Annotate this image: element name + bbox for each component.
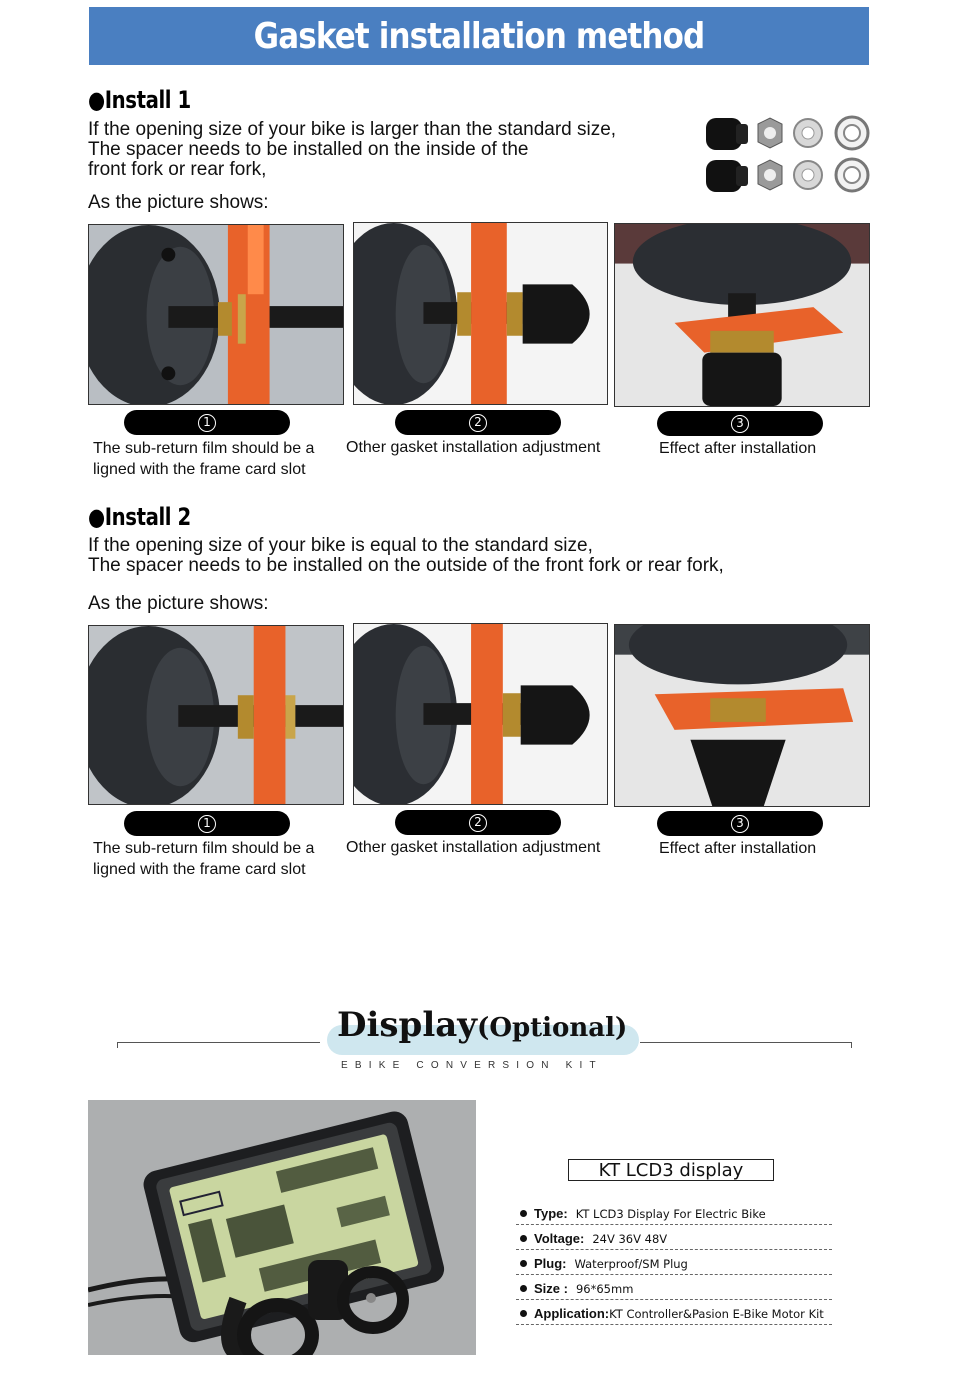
install-2-photo-1 xyxy=(88,625,344,805)
install-2-step-2-pill xyxy=(395,810,561,835)
spec-value: KT LCD3 Display For Electric Bike xyxy=(575,1207,766,1221)
install-1-shows-label: As the picture shows: xyxy=(88,192,269,213)
spec-value: 24V 36V 48V xyxy=(592,1232,668,1246)
spec-value: KT Controller&Pasion E-Bike Motor Kit xyxy=(609,1307,824,1321)
spec-key: Voltage: xyxy=(534,1231,585,1246)
spec-list xyxy=(516,1200,832,1325)
lcd-display-photo xyxy=(88,1100,476,1355)
install-1-step-1-pill xyxy=(124,410,290,435)
install-2-step-2-caption: Other gasket installation adjustment xyxy=(346,839,601,856)
washer-row-top xyxy=(706,117,868,150)
step-number: 2 xyxy=(469,414,487,432)
product-name-box: KT LCD3 display xyxy=(568,1159,774,1181)
install-1-heading: ●Install 1 xyxy=(88,86,191,114)
spec-value: Waterproof/SM Plug xyxy=(574,1257,688,1271)
bullet-icon xyxy=(520,1260,527,1267)
install-2-shows-label: As the picture shows: xyxy=(88,593,269,614)
spec-key: Type: xyxy=(534,1206,568,1221)
install-2-heading: ●Install 2 xyxy=(88,503,191,531)
banner-title: Gasket installation method xyxy=(253,15,705,57)
header-rule-left xyxy=(117,1042,320,1048)
display-section-header xyxy=(115,1005,852,1075)
spec-key: Size : xyxy=(534,1281,568,1296)
install-2-photo-2 xyxy=(353,623,608,805)
install-1-step-1-caption: The sub-return film should be a ligned with the frame card slot xyxy=(93,440,315,478)
spec-key: Application: xyxy=(534,1306,610,1321)
spec-value: 96*65mm xyxy=(575,1282,634,1296)
install-2-photo-3 xyxy=(614,624,870,807)
install-2-description: If the opening size of your bike is equal to the standard size, The spacer needs to be installed on the outside of the front fork or rear fork, xyxy=(88,535,724,576)
bullet-icon xyxy=(520,1310,527,1317)
display-subtitle: EBIKE CONVERSION KIT xyxy=(341,1060,603,1071)
bullet-icon xyxy=(520,1210,527,1217)
display-title-main: Display xyxy=(337,1005,478,1045)
install-2-step-3-caption: Effect after installation xyxy=(659,840,817,857)
install-1-photo-1 xyxy=(88,224,344,405)
install-1-step-2-pill xyxy=(395,410,561,435)
spec-row-plug xyxy=(516,1250,832,1275)
display-title-suffix: (Optional) xyxy=(477,1013,628,1043)
header-rule-right xyxy=(640,1042,852,1048)
install-1-step-3-caption: Effect after installation xyxy=(659,440,817,457)
install-1-description: If the opening size of your bike is larger than the standard size, The spacer needs to be installed on the inside of the front fork or rear fork, xyxy=(88,119,617,180)
spec-row-size xyxy=(516,1275,832,1300)
step-number: 1 xyxy=(198,414,216,432)
install-2-step-1-caption: The sub-return film should be a ligned with the frame card slot xyxy=(93,840,315,878)
display-title xyxy=(337,1005,627,1045)
step-number: 1 xyxy=(198,815,216,833)
install-1-step-3-pill xyxy=(657,411,823,436)
bullet-icon xyxy=(520,1285,527,1292)
step-number: 3 xyxy=(731,415,749,433)
spec-row-type xyxy=(516,1200,832,1225)
section-banner xyxy=(89,7,869,65)
install-1-step-2-caption: Other gasket installation adjustment xyxy=(346,439,601,456)
step-number: 3 xyxy=(731,815,749,833)
install-2-step-3-pill xyxy=(657,811,823,836)
install-1-photo-3 xyxy=(614,223,870,407)
step-number: 2 xyxy=(469,814,487,832)
spec-key: Plug: xyxy=(534,1256,567,1271)
bullet-icon xyxy=(520,1235,527,1242)
washer-parts-image xyxy=(700,112,872,198)
washer-row-bottom xyxy=(706,159,868,192)
install-1-photo-2 xyxy=(353,222,608,405)
install-2-step-1-pill xyxy=(124,811,290,836)
spec-row-application xyxy=(516,1300,832,1325)
spec-row-voltage xyxy=(516,1225,832,1250)
